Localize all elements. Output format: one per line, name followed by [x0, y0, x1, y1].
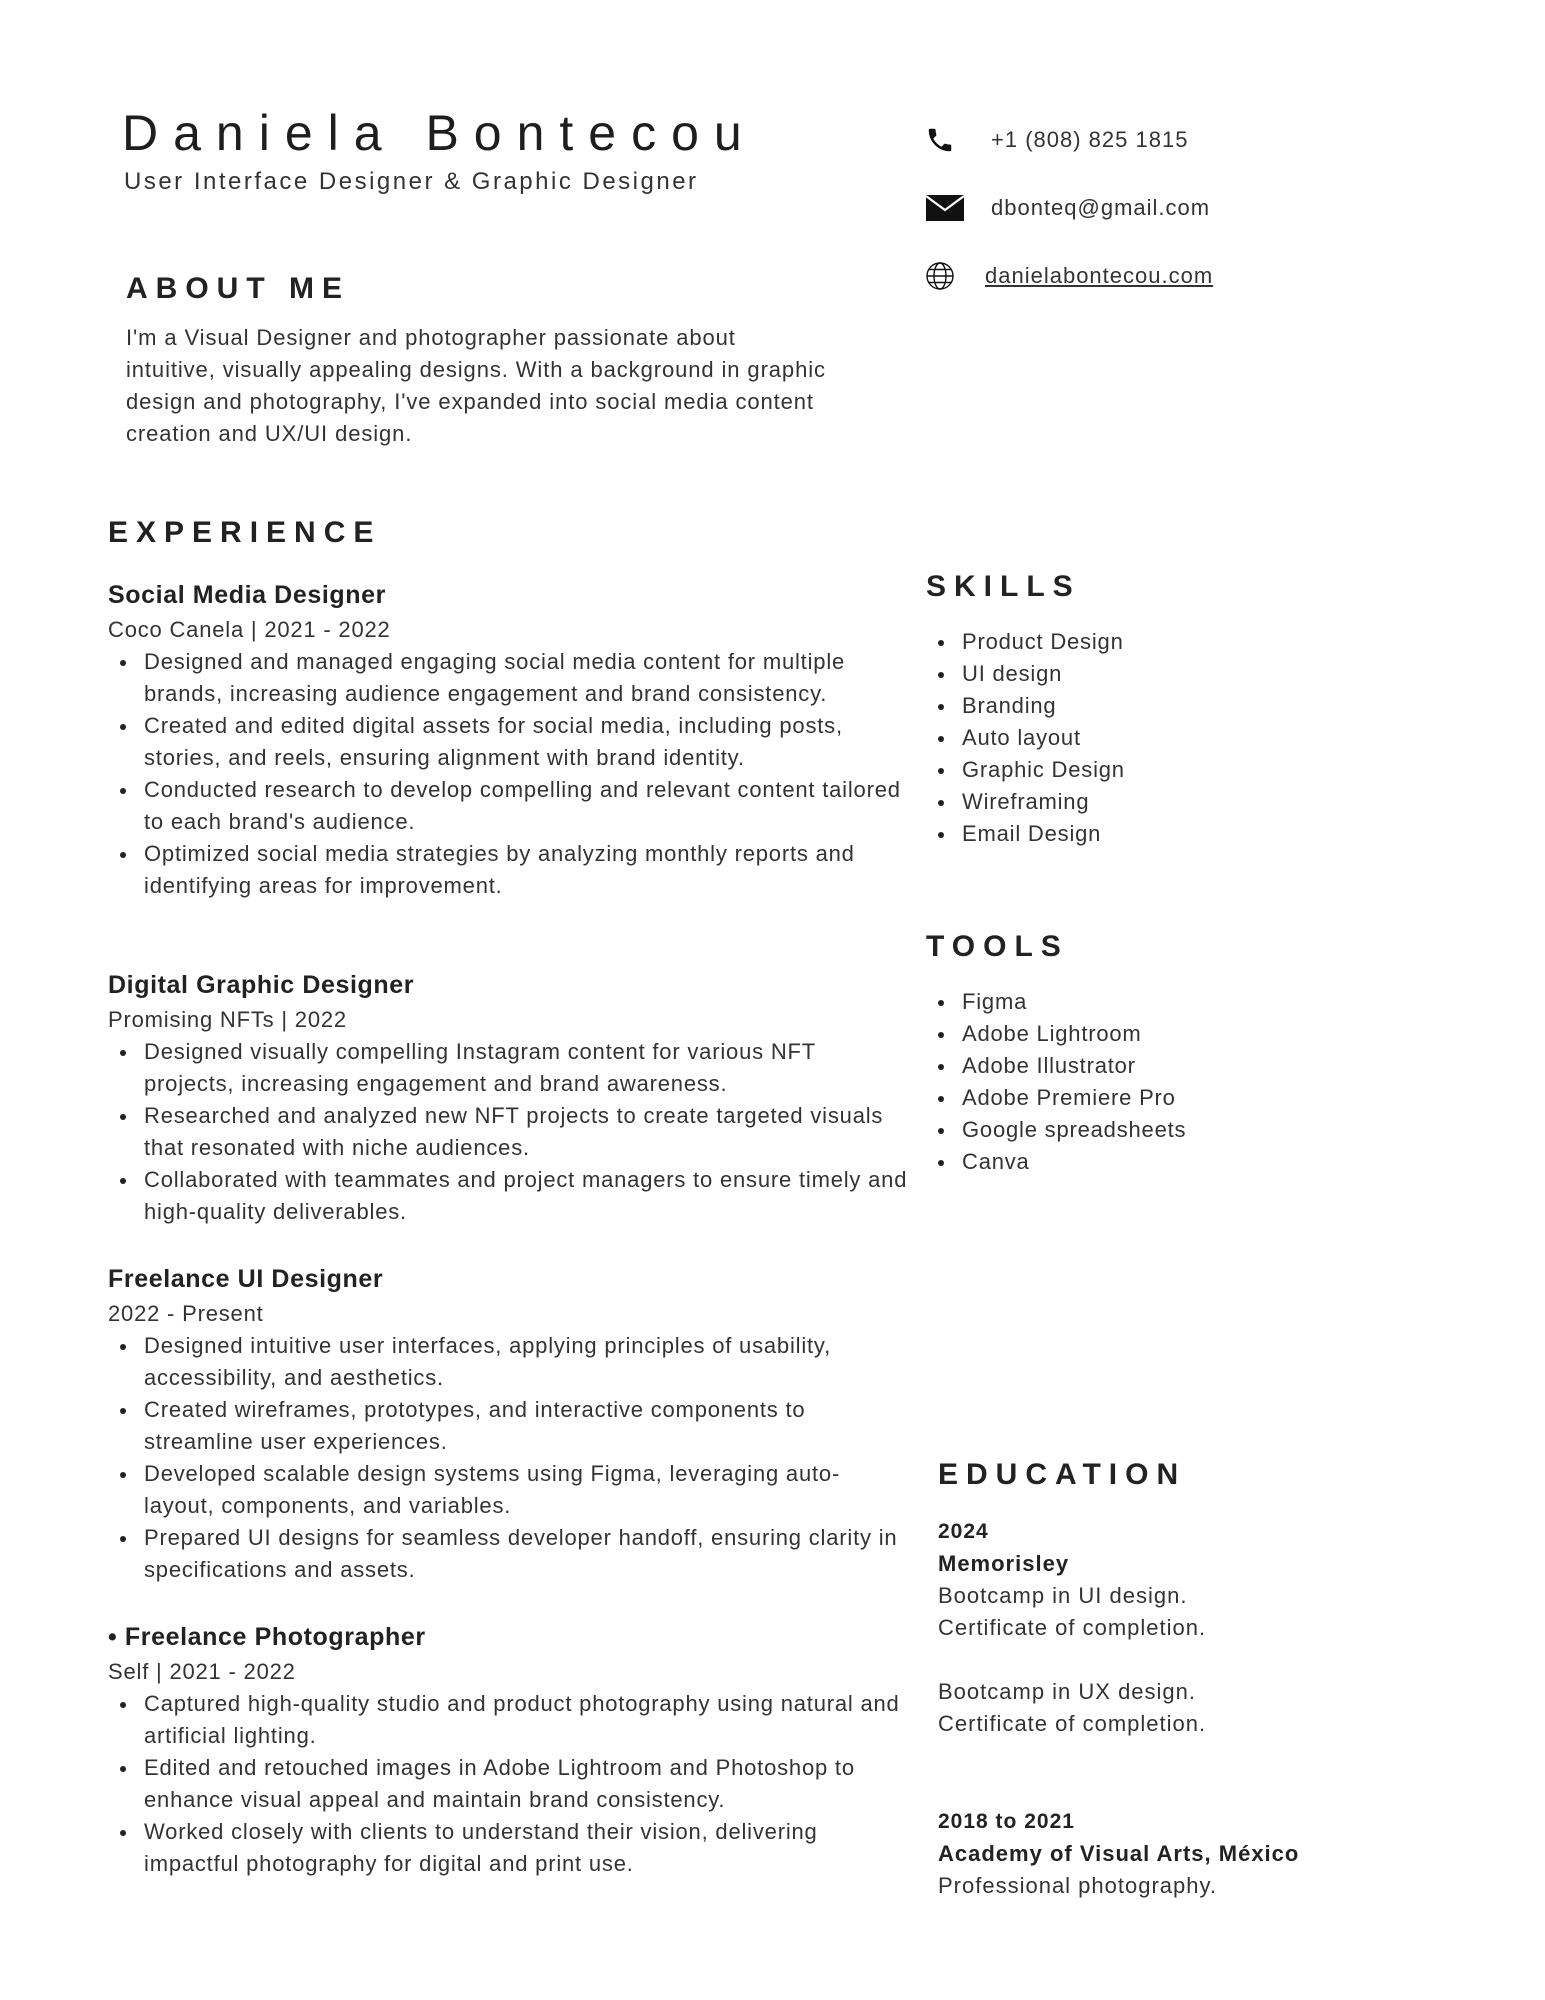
skill-item: UI design [926, 658, 1125, 690]
skills-heading: SKILLS [926, 570, 1081, 603]
job-bullet: Collaborated with teammates and project managers to ensure timely and high-quality deliverables. [108, 1164, 908, 1228]
phone-number[interactable]: +1 (808) 825 1815 [991, 127, 1189, 152]
education-entry [938, 1806, 1299, 1902]
education-detail: Professional photography. [938, 1873, 1217, 1898]
job-entry [108, 968, 908, 1228]
job-meta: Coco Canela | 2021 - 2022 [108, 617, 391, 642]
job-bullet: Developed scalable design systems using Figma, leveraging auto-layout, components, and variables. [108, 1458, 908, 1522]
experience-heading: EXPERIENCE [108, 516, 382, 549]
skill-item: Graphic Design [926, 754, 1125, 786]
education-entry [938, 1516, 1206, 1740]
globe-icon [925, 256, 967, 296]
education-school: Memorisley [938, 1551, 1070, 1576]
tool-item: Google spreadsheets [926, 1114, 1186, 1146]
tool-item: Figma [926, 986, 1186, 1018]
website-link[interactable]: danielabontecou.com [985, 263, 1214, 288]
education-detail: Certificate of completion. [938, 1711, 1207, 1736]
job-meta: 2022 - Present [108, 1301, 264, 1326]
education-detail: Certificate of completion. [938, 1615, 1207, 1640]
candidate-name: Daniela Bontecou [122, 105, 757, 161]
skill-item: Branding [926, 690, 1125, 722]
job-entry [108, 1620, 908, 1880]
job-title: • Freelance Photographer [108, 1623, 426, 1651]
job-title: Freelance UI Designer [108, 1265, 384, 1293]
education-year: 2024 [938, 1520, 989, 1543]
education-year: 2018 to 2021 [938, 1810, 1075, 1833]
about-text: I'm a Visual Designer and photographer passionate about intuitive, visually appealing designs. With a background in graphic design and photography, I've expanded into social media content creation and UX/UI design. [126, 325, 826, 446]
tool-item: Adobe Premiere Pro [926, 1082, 1186, 1114]
tool-item: Adobe Lightroom [926, 1018, 1186, 1050]
contact-email [925, 188, 1213, 228]
job-bullet: Conducted research to develop compelling and relevant content tailored to each brand's audience. [108, 774, 908, 838]
tool-item: Adobe Illustrator [926, 1050, 1186, 1082]
envelope-icon [925, 188, 967, 228]
job-bullet: Created and edited digital assets for social media, including posts, stories, and reels, ensuring alignment with brand identity. [108, 710, 908, 774]
job-bullet: Optimized social media strategies by analyzing monthly reports and identifying areas for improvement. [108, 838, 908, 902]
job-bullet: Worked closely with clients to understand their vision, delivering impactful photography for digital and print use. [108, 1816, 908, 1880]
job-entry [108, 1262, 908, 1586]
tools-heading: TOOLS [926, 930, 1069, 963]
skill-item: Wireframing [926, 786, 1125, 818]
contact-block [925, 120, 1213, 324]
skill-item: Product Design [926, 626, 1125, 658]
skills-list [926, 626, 1125, 850]
job-bullet: Designed intuitive user interfaces, applying principles of usability, accessibility, and aesthetics. [108, 1330, 908, 1394]
job-bullet: Designed and managed engaging social media content for multiple brands, increasing audience engagement and brand consistency. [108, 646, 908, 710]
phone-icon [925, 120, 967, 160]
education-heading: EDUCATION [938, 1458, 1187, 1491]
contact-website [925, 256, 1213, 296]
email-address[interactable]: dbonteq@gmail.com [991, 195, 1211, 220]
job-bullet: Created wireframes, prototypes, and interactive components to streamline user experiences. [108, 1394, 908, 1458]
education-detail: Bootcamp in UX design. [938, 1679, 1197, 1704]
job-title: Digital Graphic Designer [108, 971, 415, 999]
job-title: Social Media Designer [108, 581, 386, 609]
job-meta: Self | 2021 - 2022 [108, 1659, 296, 1684]
job-meta: Promising NFTs | 2022 [108, 1007, 347, 1032]
job-entry [108, 578, 908, 902]
job-bullet: Researched and analyzed new NFT projects to create targeted visuals that resonated with niche audiences. [108, 1100, 908, 1164]
skill-item: Email Design [926, 818, 1125, 850]
job-bullet: Edited and retouched images in Adobe Lightroom and Photoshop to enhance visual appeal and maintain brand consistency. [108, 1752, 908, 1816]
education-detail: Bootcamp in UI design. [938, 1583, 1188, 1608]
education-school: Academy of Visual Arts, México [938, 1841, 1300, 1866]
skill-item: Auto layout [926, 722, 1125, 754]
candidate-subtitle: User Interface Designer & Graphic Designer [124, 168, 699, 195]
contact-phone [925, 120, 1213, 160]
job-bullet: Designed visually compelling Instagram content for various NFT projects, increasing engagement and brand awareness. [108, 1036, 908, 1100]
tools-list [926, 986, 1186, 1178]
job-bullet: Captured high-quality studio and product photography using natural and artificial lighting. [108, 1688, 908, 1752]
job-bullet: Prepared UI designs for seamless developer handoff, ensuring clarity in specifications and assets. [108, 1522, 908, 1586]
about-heading: ABOUT ME [126, 272, 350, 305]
tool-item: Canva [926, 1146, 1186, 1178]
